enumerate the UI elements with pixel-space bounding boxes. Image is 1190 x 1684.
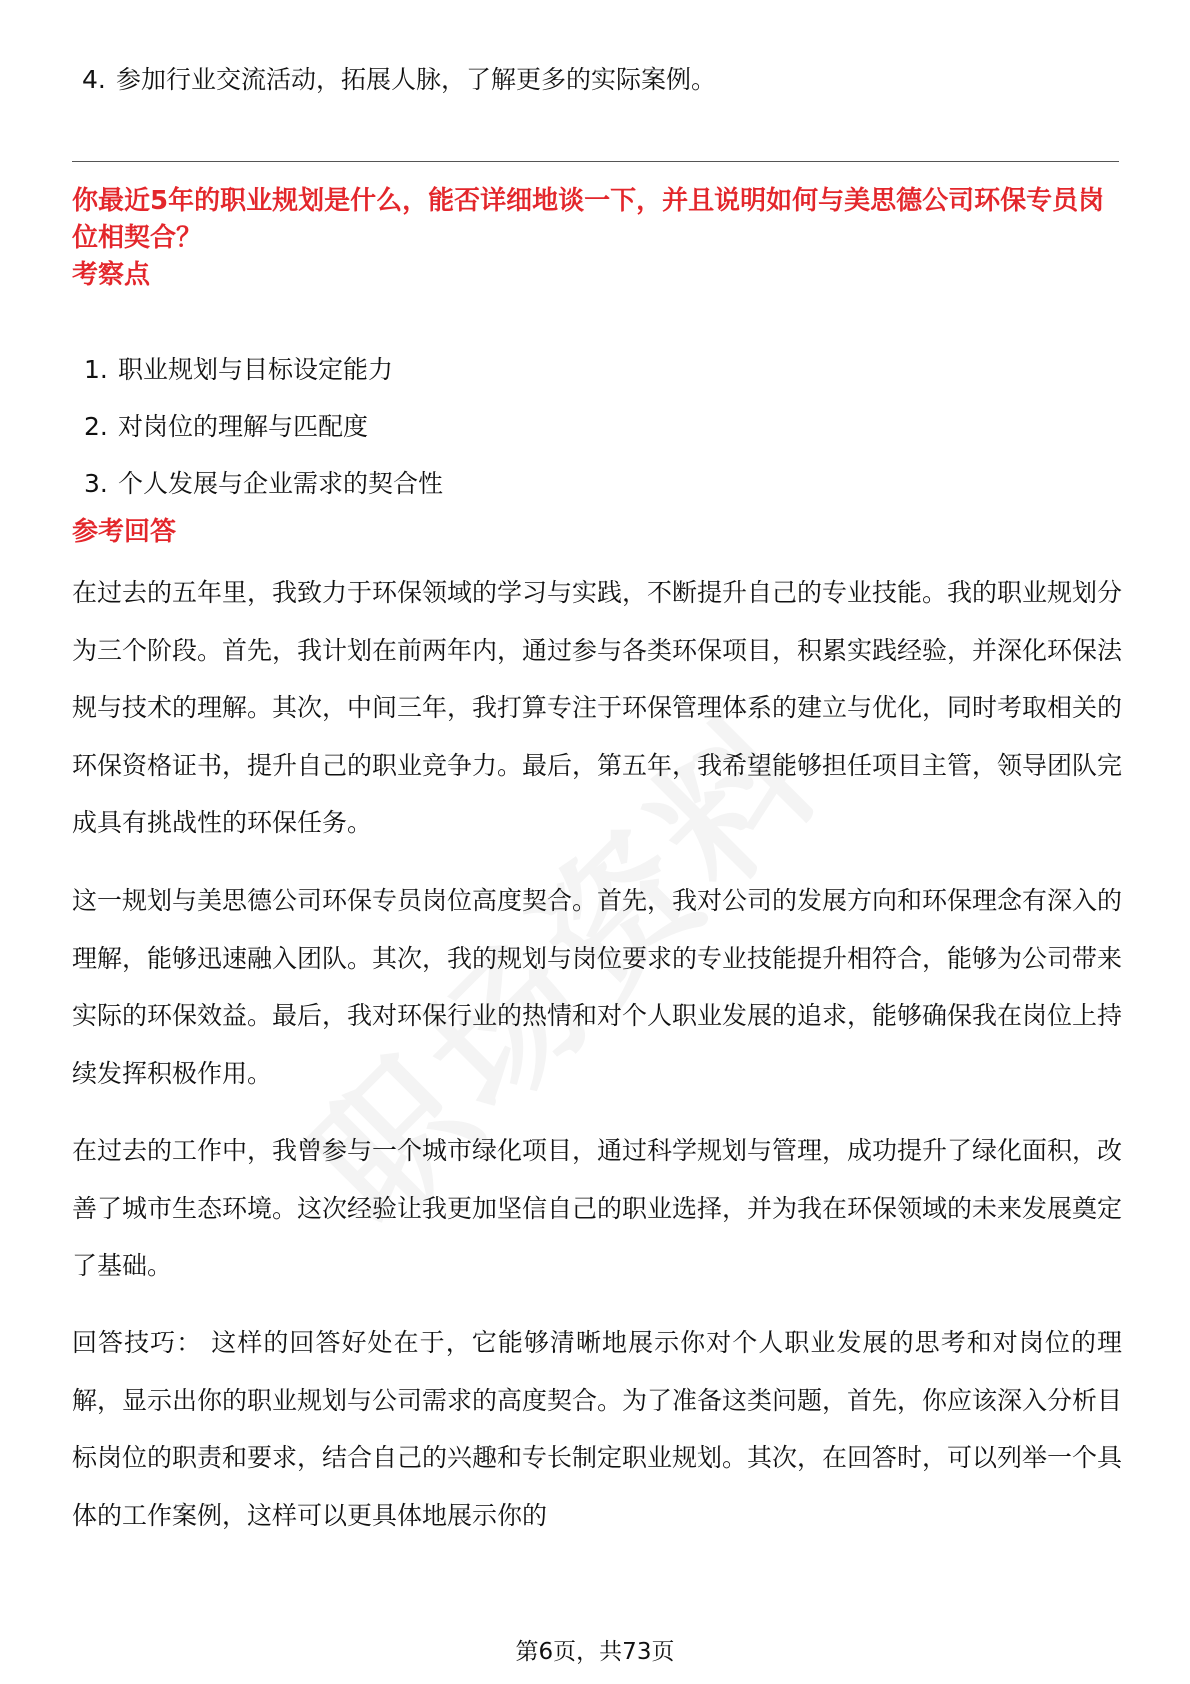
answer-heading: 参考回答 [72, 517, 177, 547]
list-item-number: 3. [84, 469, 108, 498]
list-item-text: 参加行业交流活动，拓展人脉，了解更多的实际案例。 [116, 65, 717, 94]
list-item-number: 4. [82, 65, 106, 94]
question-heading: 你最近5年的职业规划是什么，能否详细地谈一下，并且说明如何与美思德公司环保专员岗位相契合？ [72, 186, 1105, 253]
answer-paragraph: 在过去的工作中，我曾参与一个城市绿化项目，通过科学规划与管理，成功提升了绿化面积，改善了城市生态环境。这次经验让我更加坚信自己的职业选择，并为我在环保领域的未来发展奠定了基础。 [72, 1136, 1123, 1280]
examination-list [84, 352, 443, 523]
list-item-text: 对岗位的理解与匹配度 [118, 412, 369, 441]
list-item [82, 62, 1122, 98]
list-item-number: 2. [84, 412, 108, 441]
answer-paragraph: 在过去的五年里，我致力于环保领域的学习与实践，不断提升自己的专业技能。我的职业规划分为三个阶段。首先，我计划在前两年内，通过参与各类环保项目，积累实践经验，并深化环保法规与技术的理解。其次，中间三年，我打算专注于环保管理体系的建立与优化，同时考取相关的环保资格证书，提升自己的职业竞争力。最后，第五年，我希望能够担任项目主管，领导团队完成具有挑战性的环保任务。 [72, 578, 1123, 837]
list-item [84, 352, 443, 388]
examination-heading: 考察点 [72, 260, 151, 290]
list-item-number: 1. [84, 355, 108, 384]
list-item-text: 个人发展与企业需求的契合性 [118, 469, 444, 498]
list-item [84, 409, 443, 445]
answer-tips-paragraph: 回答技巧： 这样的回答好处在于，它能够清晰地展示你对个人职业发展的思考和对岗位的理解，显示出你的职业规划与公司需求的高度契合。为了准备这类问题，首先，你应该深入分析目标岗位的职责和要求，结合自己的兴趣和专长制定职业规划。其次，在回答时，可以列举一个具体的工作案例，这样可以更具体地展示你的 [72, 1328, 1123, 1530]
answer-paragraph: 这一规划与美思德公司环保专员岗位高度契合。首先，我对公司的发展方向和环保理念有深入的理解，能够迅速融入团队。其次，我的规划与岗位要求的专业技能提升相符合，能够为公司带来实际的环保效益。最后，我对环保行业的热情和对个人职业发展的追求，能够确保我在岗位上持续发挥积极作用。 [72, 886, 1123, 1088]
list-item [84, 466, 443, 502]
list-item-text: 职业规划与目标设定能力 [118, 355, 394, 384]
page-number: 第6页，共73页 [515, 1639, 675, 1665]
section-divider [72, 161, 1119, 162]
